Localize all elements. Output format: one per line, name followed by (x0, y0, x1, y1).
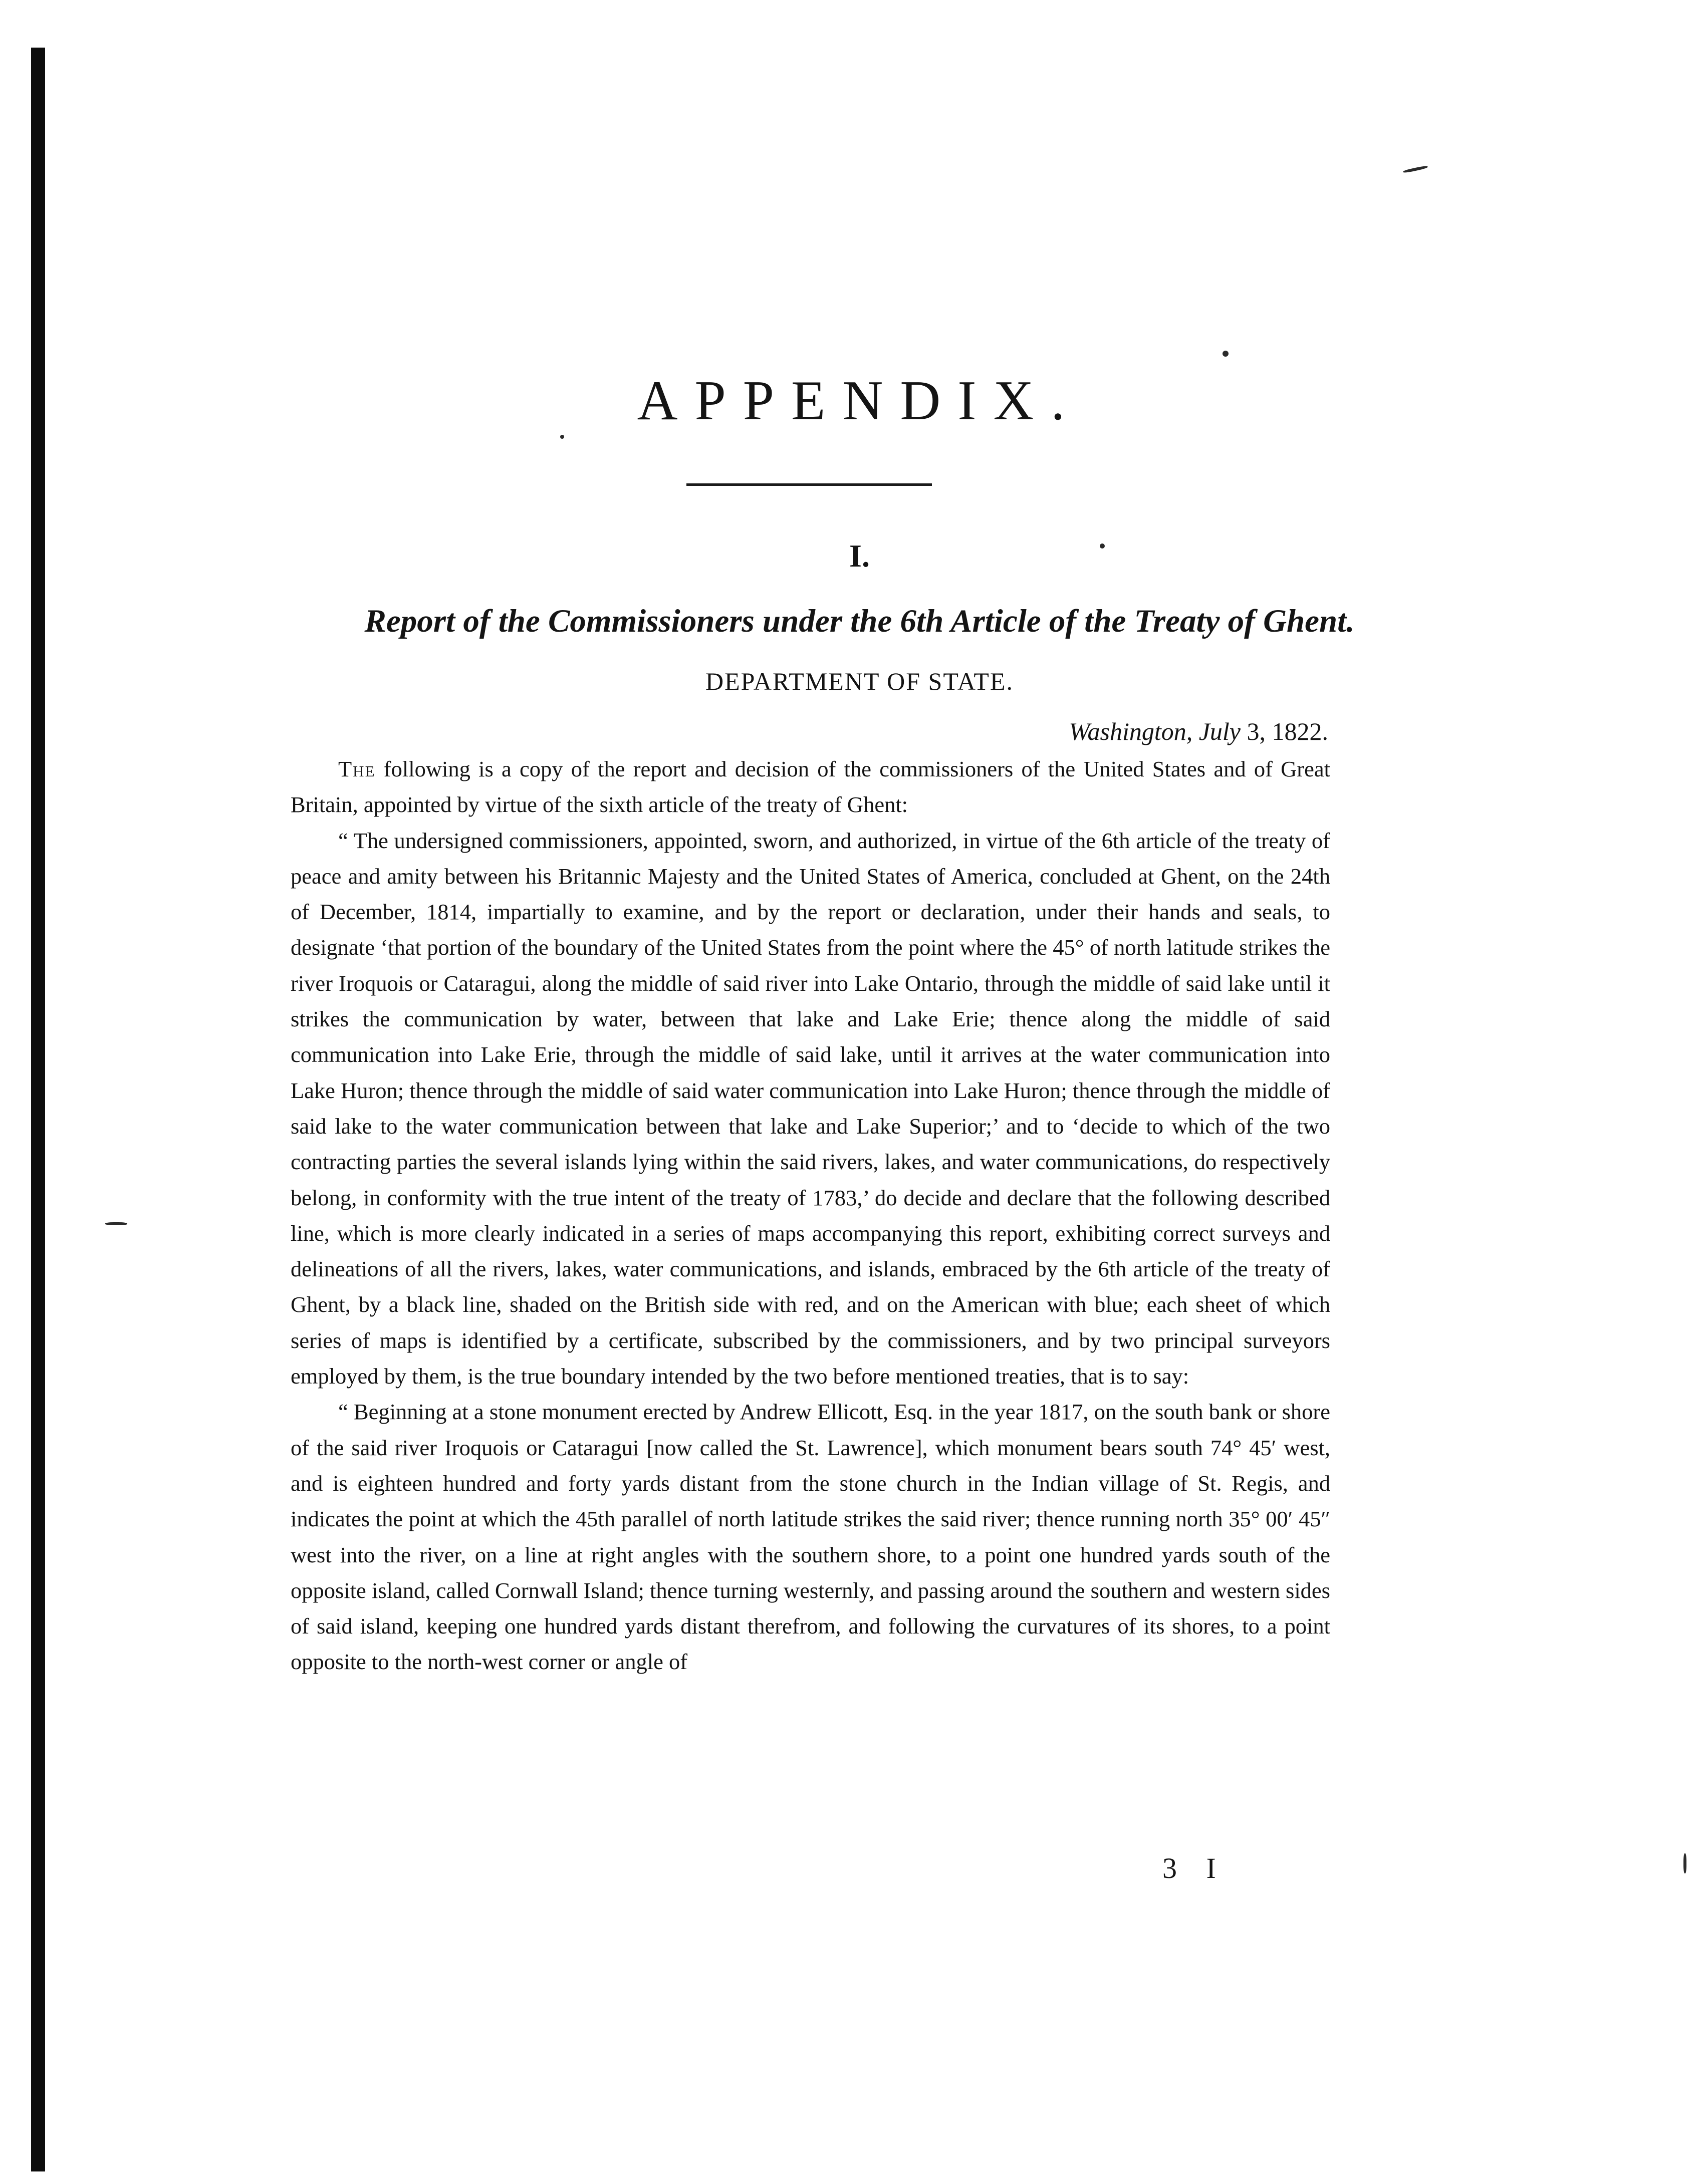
ink-speck (105, 1222, 127, 1225)
report-body (291, 751, 1330, 1680)
report-title: Report of the Commissioners under the 6th Article of the Treaty of Ghent. (364, 603, 1355, 639)
dateline-place: Washington, July (1069, 717, 1241, 745)
signature-mark: 3 I (1162, 1852, 1227, 1884)
ink-speck (1403, 165, 1428, 173)
appendix-heading: APPENDIX. (637, 370, 1082, 432)
intro-lead-word: The (338, 756, 376, 781)
declaration-paragraph: “ The undersigned commissioners, appointed, sworn, and authorized, in virtue of the 6th article of the treaty of peace and amity between his Britannic Majesty and the United States of America, concluded at Ghent, on the 24th of December, 1814, impartially to examine, and by the report or declaration, under their hands and seals, to designate ‘that portion of the boundary of the United States from the point where the 45° of north latitude strikes the river Iroquois or Cataragui, along the middle of said river into Lake Ontario, through the middle of said lake until it strikes the communication by water, between that lake and Lake Erie; thence along the middle of said communication into Lake Erie, through the middle of said lake, until it arrives at the water communication into Lake Huron; thence through the middle of said water communication into Lake Huron; thence through the middle of said lake to the water communication between that lake and Lake Superior;’ and to ‘decide to which of the two contracting parties the several islands lying within the said rivers, lakes, and water communications, do respectively belong, in conformity with the true intent of the treaty of 1783,’ do decide and declare that the following described line, which is more clearly indicated in a series of maps accompanying this report, exhibiting correct surveys and delineations of all the rivers, lakes, water communications, and islands, embraced by the 6th article of the treaty of Ghent, by a black line, shaded on the British side with red, and on the American with blue; each sheet of which series of maps is identified by a certificate, subscribed by the commissioners, and by two principal surveyors employed by them, is the true boundary intended by the two before mentioned treaties, that is to say: (291, 828, 1330, 1389)
intro-paragraph (291, 751, 1330, 823)
ink-speck (1683, 1853, 1686, 1873)
intro-paragraph-text: following is a copy of the report and decision of the commissioners of the United States and of Great Britain, appointed by virtue of the sixth article of the treaty of Ghent: (291, 756, 1330, 817)
ink-speck (1223, 351, 1229, 357)
department-heading: DEPARTMENT OF STATE. (705, 667, 1014, 695)
dateline-date: 3, 1822. (1247, 717, 1328, 745)
dateline (1069, 711, 1328, 751)
section-number: I. (849, 538, 870, 574)
boundary-description-paragraph: “ Beginning at a stone monument erected by Andrew Ellicott, Esq. in the year 1817, on the south bank or shore of the said river Iroquois or Cataragui [now called the St. Lawrence], which monument bears south 74° 45′ west, and is eighteen hundred and forty yards distant from the stone church in the Indian village of St. Regis, and indicates the point at which the 45th parallel of north latitude strikes the said river; thence running north 35° 00′ 45″ west into the river, on a line at right angles with the southern shore, to a point one hundred yards south of the opposite island, called Cornwall Island; thence turning westernly, and passing around the southern and western sides of said island, keeping one hundred yards distant therefrom, and following the curvatures of its shores, to a point opposite to the north-west corner or angle of (291, 1399, 1330, 1675)
heading-rule (686, 483, 932, 486)
